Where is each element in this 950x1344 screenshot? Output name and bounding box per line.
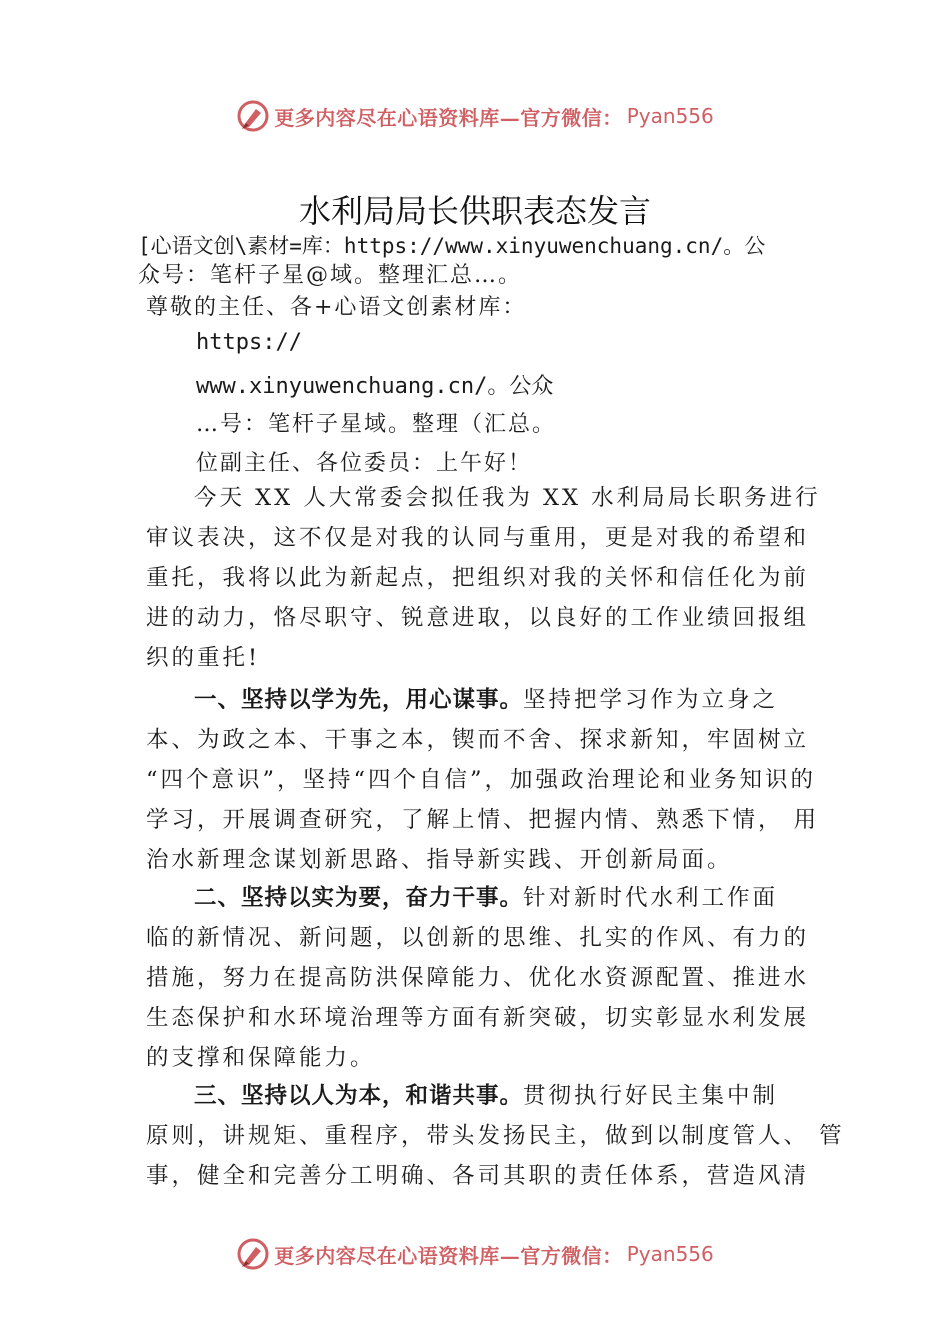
section-2-text: 针对新时代水利工作面 xyxy=(523,885,779,911)
section-1 xyxy=(146,680,820,880)
section-3 xyxy=(146,1076,845,1196)
footer-banner xyxy=(0,1234,950,1274)
section-3-line: 事，健全和完善分工明确、各司其职的责任体系，营造风清 xyxy=(146,1163,810,1189)
pen-nib-logo-icon xyxy=(236,99,270,133)
section-3-first-line xyxy=(146,1076,816,1116)
intro-line: 审议表决，这不仅是对我的认同与重用，更是对我的希望和 xyxy=(146,525,810,551)
intro-line: 今天 XX 人大常委会拟任我为 XX 水利局局长职务进行 xyxy=(194,485,821,511)
greeting-line-2: https:// xyxy=(196,330,302,355)
section-2 xyxy=(146,878,816,1078)
section-1-text: 坚持把学习作为立身之 xyxy=(523,687,779,713)
section-2-first-line xyxy=(146,878,816,918)
section-1-heading: 一、坚持以学为先，用心谋事。 xyxy=(194,687,524,713)
section-2-line: 生态保护和水环境治理等方面有新突破，切实彰显水利发展 xyxy=(146,1005,810,1031)
greeting-line-5: 位副主任、各位委员：上午好！ xyxy=(196,451,533,476)
section-1-line: 本、为政之本、干事之本，锲而不舍、探求新知，牢固树立 xyxy=(146,727,810,753)
section-3-text: 贯彻执行好民主集中制 xyxy=(523,1083,779,1109)
greeting-line-3: www.xinyuwenchuang.cn/。公众 xyxy=(196,374,554,399)
section-1-line: “四个意识”，坚持“四个自信”，加强政治理论和业务知识的 xyxy=(146,767,817,793)
source-line-1: [心语文创\素材=库：https://www.xinyuwenchuang.cn/。公 xyxy=(138,234,766,258)
section-3-line: 原则，讲规矩、重程序，带头发扬民主，做到以制度管人、 管 xyxy=(146,1123,845,1149)
intro-line: 进的动力，恪尽职守、锐意进取，以良好的工作业绩回报组 xyxy=(146,605,810,631)
page-title: 水利局局长供职表态发言 xyxy=(298,192,651,230)
section-1-line: 学习，开展调查研究，了解上情、把握内情、熟悉下情， 用 xyxy=(146,807,820,833)
banner-wechat-id: Pyan556 xyxy=(626,104,714,128)
section-1-line: 治水新理念谋划新思路、指导新实践、开创新局面。 xyxy=(146,847,733,873)
section-1-first-line xyxy=(146,680,816,720)
section-2-heading: 二、坚持以实为要，奋力干事。 xyxy=(194,885,524,911)
greeting-line-1: 尊敬的主任、各+心语文创素材库： xyxy=(146,295,527,320)
banner-text: 更多内容尽在心语资料库—官方微信： xyxy=(274,105,623,130)
intro-line: 织的重托! xyxy=(146,645,261,671)
pen-nib-logo-icon xyxy=(236,1237,270,1271)
banner-wechat-id: Pyan556 xyxy=(626,1242,714,1266)
section-2-line: 措施，努力在提高防洪保障能力、优化水资源配置、推进水 xyxy=(146,965,810,991)
greeting-line-4: …号：笔杆子星域。整理（汇总。 xyxy=(196,412,557,437)
header-banner xyxy=(0,96,950,136)
intro-line: 重托，我将以此为新起点，把组织对我的关怀和信任化为前 xyxy=(146,565,810,591)
intro-paragraph xyxy=(146,478,821,678)
section-2-line: 临的新情况、新问题，以创新的思维、扎实的作风、有力的 xyxy=(146,925,810,951)
banner-text: 更多内容尽在心语资料库—官方微信： xyxy=(274,1243,623,1268)
source-line-2: 众号：笔杆子星@域。整理汇总…。 xyxy=(138,263,523,288)
section-2-line: 的支撑和保障能力。 xyxy=(146,1045,376,1071)
section-3-heading: 三、坚持以人为本，和谐共事。 xyxy=(194,1083,524,1109)
